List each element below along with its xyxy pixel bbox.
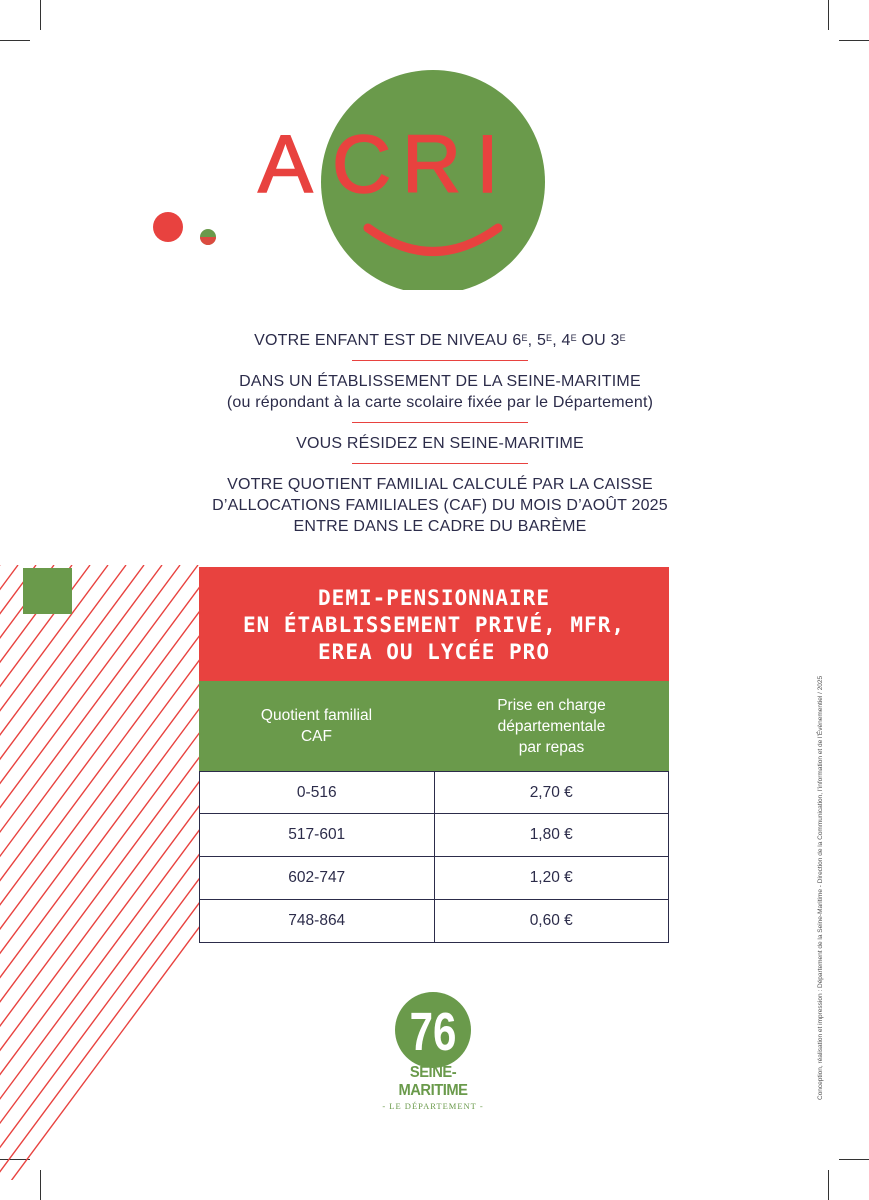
cell-qf: 517-601 [200, 814, 435, 856]
hatch-line [0, 565, 210, 1185]
hatch-line [0, 565, 162, 1185]
hatch-line [0, 565, 210, 1185]
separator [352, 360, 528, 361]
hatch-line [0, 565, 108, 1185]
logo-red-dot-half [200, 237, 216, 245]
subsidy-table [199, 567, 669, 943]
department-subtitle: - LE DÉPARTEMENT - [382, 1101, 484, 1111]
criterion-residence: VOUS RÉSIDEZ EN SEINE-MARITIME [296, 435, 584, 452]
crop-mark [839, 1159, 869, 1160]
cell-amount: 1,20 € [529, 869, 573, 886]
table-column-headers [199, 681, 669, 771]
department-badge [393, 990, 473, 1070]
hatch-line [80, 565, 210, 1185]
cell-qf: 0-516 [200, 772, 435, 813]
table-title-line: DEMI-PENSIONNAIRE [318, 586, 550, 610]
hatch-line [62, 565, 210, 1185]
hatch-line [0, 565, 210, 1185]
hatch-line [0, 565, 210, 1185]
logo-letter-a: A [258, 119, 313, 210]
department-number: 76 [409, 1002, 457, 1063]
table-row [199, 857, 669, 900]
crop-mark [839, 40, 869, 41]
logo-red-dot [153, 212, 183, 242]
cell-amount: 1,80 € [529, 826, 573, 843]
acri-logo [140, 70, 560, 290]
hatch-line [0, 565, 210, 1185]
table-row [199, 771, 669, 814]
crop-mark [0, 40, 30, 41]
decorative-hatching [0, 565, 210, 1185]
table-title [199, 567, 669, 681]
hatch-line [0, 565, 210, 1185]
table-row [199, 814, 669, 857]
hatch-line [0, 565, 210, 1185]
logo-letter-r: R [402, 119, 462, 210]
criterion-qf-line1: VOTRE QUOTIENT FAMILIAL CALCULÉ PAR LA CAISSE [227, 476, 653, 493]
cell-amount: 2,70 € [529, 783, 573, 801]
criterion-qf-line2: D’ALLOCATIONS FAMILIALES (CAF) DU MOIS D’AOÛT 2025 [212, 497, 668, 514]
column-header-qf: Quotient familial CAF [260, 707, 373, 745]
crop-mark [828, 0, 829, 30]
criterion-qf-line3: ENTRE DANS LE CADRE DU BARÈME [293, 518, 587, 535]
criterion-school-note: (ou répondant à la carte scolaire fixée par le Département) [226, 394, 654, 411]
logo-letter-i: I [476, 119, 499, 210]
eligibility-criteria [160, 330, 720, 537]
criterion-school-title: DANS UN ÉTABLISSEMENT DE LA SEINE-MARITIME [239, 373, 641, 390]
table-row [199, 900, 669, 943]
hatch-line [0, 565, 210, 1185]
table-body [199, 771, 669, 943]
table-title-line: EREA OU LYCÉE PRO [318, 640, 550, 664]
hatch-line [0, 565, 210, 1185]
separator [352, 422, 528, 423]
cell-amount: 0,60 € [529, 912, 573, 929]
hatch-line [0, 565, 210, 1185]
hatch-line [0, 565, 198, 1185]
print-credits: Conception, réalisation et impression : Département de la Seine-Maritime - Direction de la Communication, l’information et de l’Évènementiel / 2025 [817, 675, 824, 1100]
hatch-line [0, 565, 126, 1185]
logo-letter-c: C [332, 119, 392, 210]
hatch-line [98, 565, 210, 1185]
hatch-line [0, 565, 54, 1185]
cell-qf: 602-747 [200, 857, 435, 899]
hatch-line [44, 565, 210, 1185]
table-title-line: EN ÉTABLISSEMENT PRIVÉ, MFR, [242, 613, 625, 637]
separator [352, 463, 528, 464]
department-name: SEINE-MARITIME [398, 1064, 468, 1099]
hatch-line [0, 565, 210, 1185]
crop-mark [828, 1170, 829, 1200]
column-header-amount: Prise en charge départementale par repas [497, 696, 606, 756]
hatch-line [0, 565, 210, 1185]
hatch-line [0, 565, 210, 1185]
criterion-level: VOTRE ENFANT EST DE NIVEAU $6^E$, $5^E$, $4^E$ OU $3^E$ [254, 332, 626, 349]
cell-qf: 748-864 [200, 900, 435, 942]
hatch-line [0, 565, 210, 1185]
department-logo [378, 990, 488, 1111]
hatch-line [0, 565, 72, 1185]
decorative-green-square [23, 568, 72, 614]
hatch-line [0, 565, 180, 1185]
crop-mark [40, 0, 41, 30]
